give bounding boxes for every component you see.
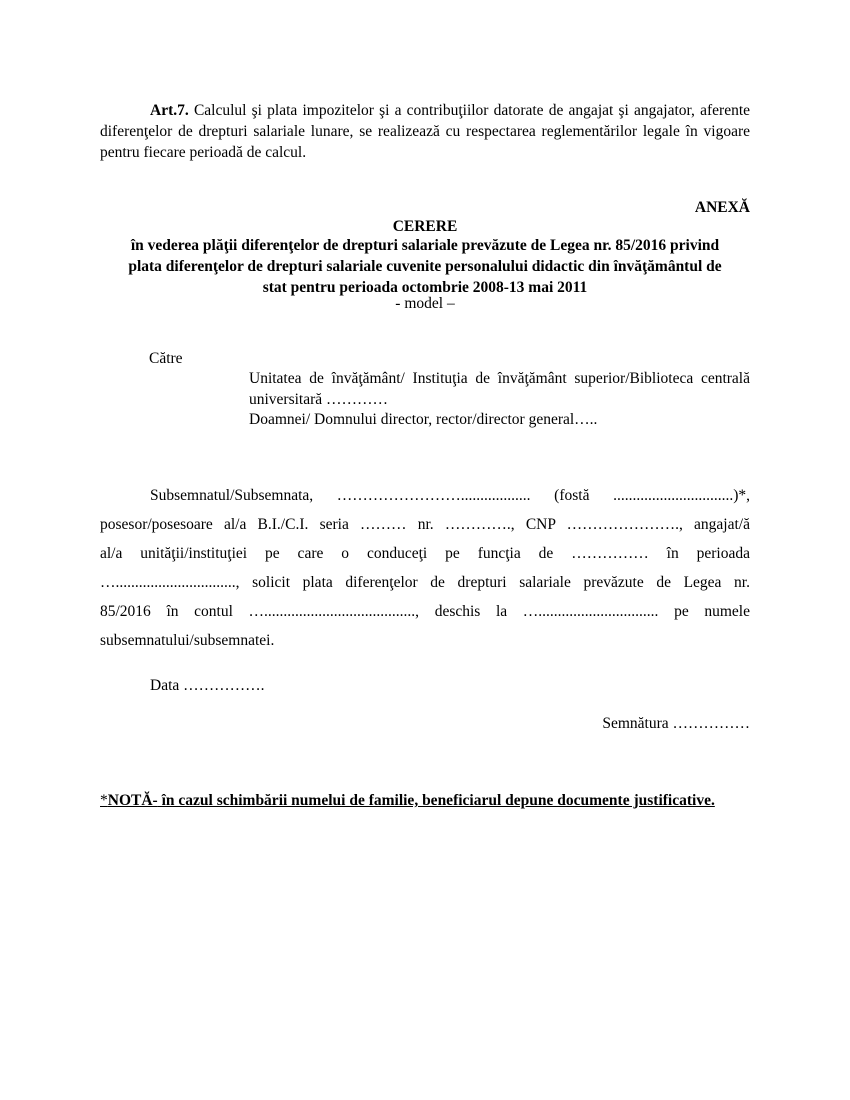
note-asterisk: *	[100, 792, 108, 809]
body-line: al/a unităţii/instituţiei pe care o conduceţi pe funcţia de …………… în perioada	[100, 545, 750, 562]
request-body	[100, 481, 750, 655]
date-field: Data …………….	[150, 677, 265, 694]
subtitle-line: plata diferenţelor de drepturi salariale cuvenite personalului didactic din învăţământul de	[128, 258, 722, 275]
body-line: subsemnatului/subsemnatei.	[100, 632, 275, 649]
addressee-institution: Unitatea de învăţământ/ Instituţia de învăţământ superior/Biblioteca centrală universitară …………	[249, 370, 750, 408]
article-label: Art.7.	[150, 102, 189, 119]
body-line: posesor/posesoare al/a B.I./C.I. seria ……… nr. …………., CNP …………………., angajat/ă	[100, 516, 750, 533]
body-line: Subsemnatul/Subsemnata, …………………….................. (fostă ...............................)*,	[150, 487, 750, 504]
article-text: Calculul şi plata impozitelor şi a contribuţiilor datorate de angajat şi angajator, aferente diferenţelor de drepturi salariale lunare, se realizează cu respectarea reglementărilor legale în vigoare pentru fiecare perioadă de calcul.	[100, 102, 751, 161]
note-text: în cazul schimbării numelui de familie, beneficiarul depune documente justificative.	[157, 792, 715, 809]
subtitle-line: stat pentru perioada octombrie 2008-13 mai 2011	[262, 279, 588, 296]
article-7-paragraph	[100, 100, 750, 163]
annex-label: ANEXĂ	[694, 199, 750, 216]
note-paragraph	[100, 790, 750, 811]
model-label: - model –	[395, 295, 455, 312]
request-subtitle	[100, 235, 750, 298]
note-label: NOTĂ-	[107, 792, 158, 809]
subtitle-line: în vederea plăţii diferenţelor de drepturi salariale prevăzute de Legea nr. 85/2016 privind	[130, 237, 720, 254]
body-line: 85/2016 în contul …......................................., deschis la …............................... pe numele	[100, 603, 750, 620]
body-line: …..............................., solicit plata diferenţelor de drepturi salariale prevăzute de Legea nr.	[100, 574, 750, 591]
signature-field: Semnătura ……………	[602, 715, 750, 732]
addressee-to: Către	[149, 350, 183, 367]
addressee-director: Doamnei/ Domnului director, rector/director general…..	[249, 411, 598, 428]
request-title: CERERE	[392, 218, 458, 235]
